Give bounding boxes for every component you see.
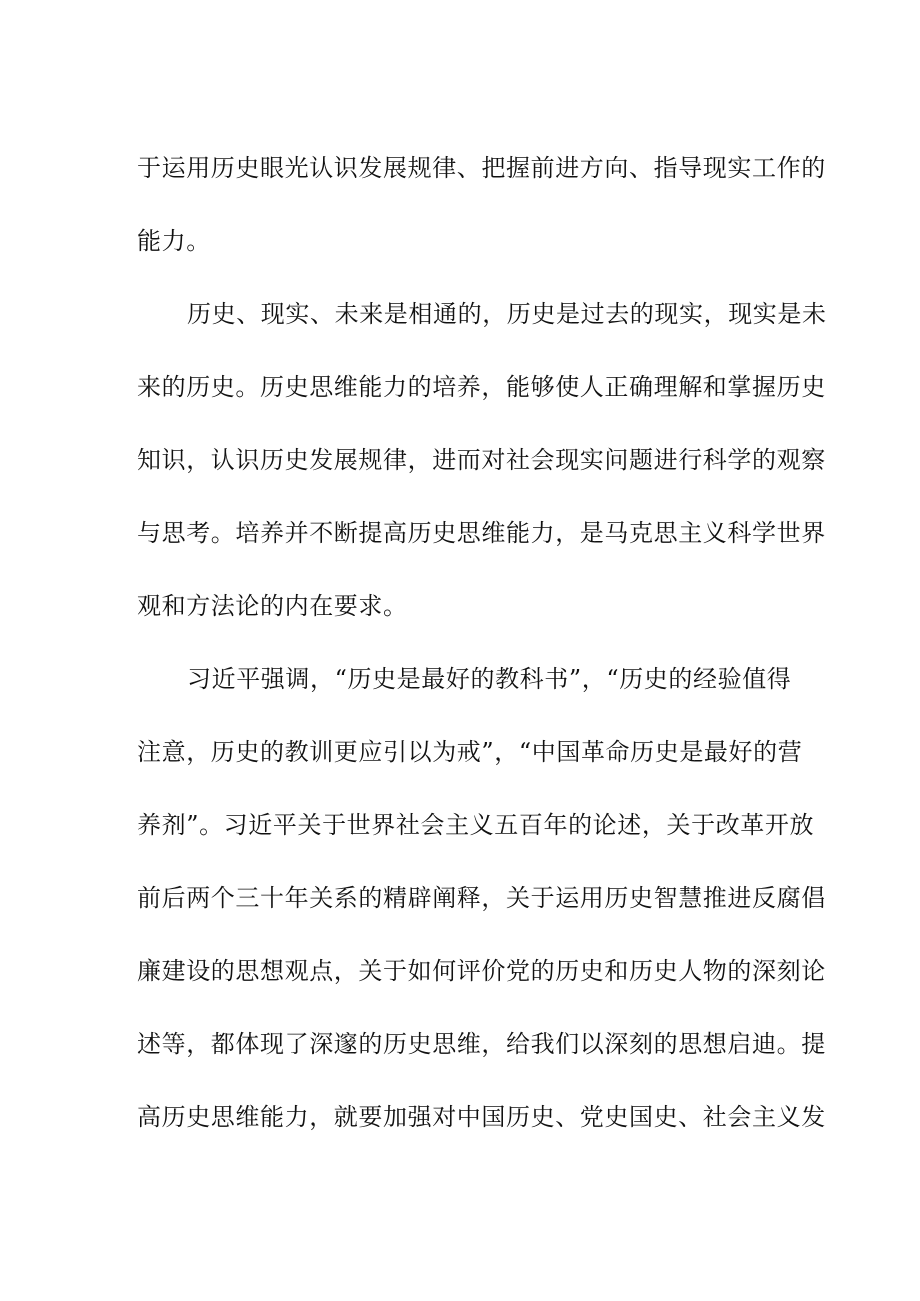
- text-line: 能力。: [137, 227, 211, 255]
- text-line: 廉建设的思想观点，关于如何评价党的历史和历史人物的深刻论: [137, 957, 826, 985]
- text-line: 与思考。培养并不断提高历史思维能力，是马克思主义科学世界: [137, 519, 826, 547]
- text-line: 高历史思维能力，就要加强对中国历史、党史国史、社会主义发: [137, 1103, 826, 1131]
- text-line: 知识，认识历史发展规律，进而对社会现实问题进行科学的观察: [137, 446, 826, 474]
- paragraph-start-line: 习近平强调，“历史是最好的教科书”，“历史的经验值得: [187, 665, 792, 693]
- text-line: 前后两个三十年关系的精辟阐释，关于运用历史智慧推进反腐倡: [137, 884, 826, 912]
- body-text: [137, 145, 827, 1167]
- text-line: 述等，都体现了深邃的历史思维，给我们以深刻的思想启迪。提: [137, 1030, 826, 1058]
- text-line: 观和方法论的内在要求。: [137, 592, 408, 620]
- text-line: 来的历史。历史思维能力的培养，能够使人正确理解和掌握历史: [137, 373, 826, 401]
- text-line: 养剂”。习近平关于世界社会主义五百年的论述，关于改革开放: [137, 811, 815, 839]
- text-line: 注意，历史的教训更应引以为戒”，“中国革命历史是最好的营: [137, 738, 803, 766]
- paragraph-start-line: 历史、现实、未来是相通的，历史是过去的现实，现实是未: [187, 300, 827, 328]
- text-line: 于运用历史眼光认识发展规律、把握前进方向、指导现实工作的: [137, 154, 826, 182]
